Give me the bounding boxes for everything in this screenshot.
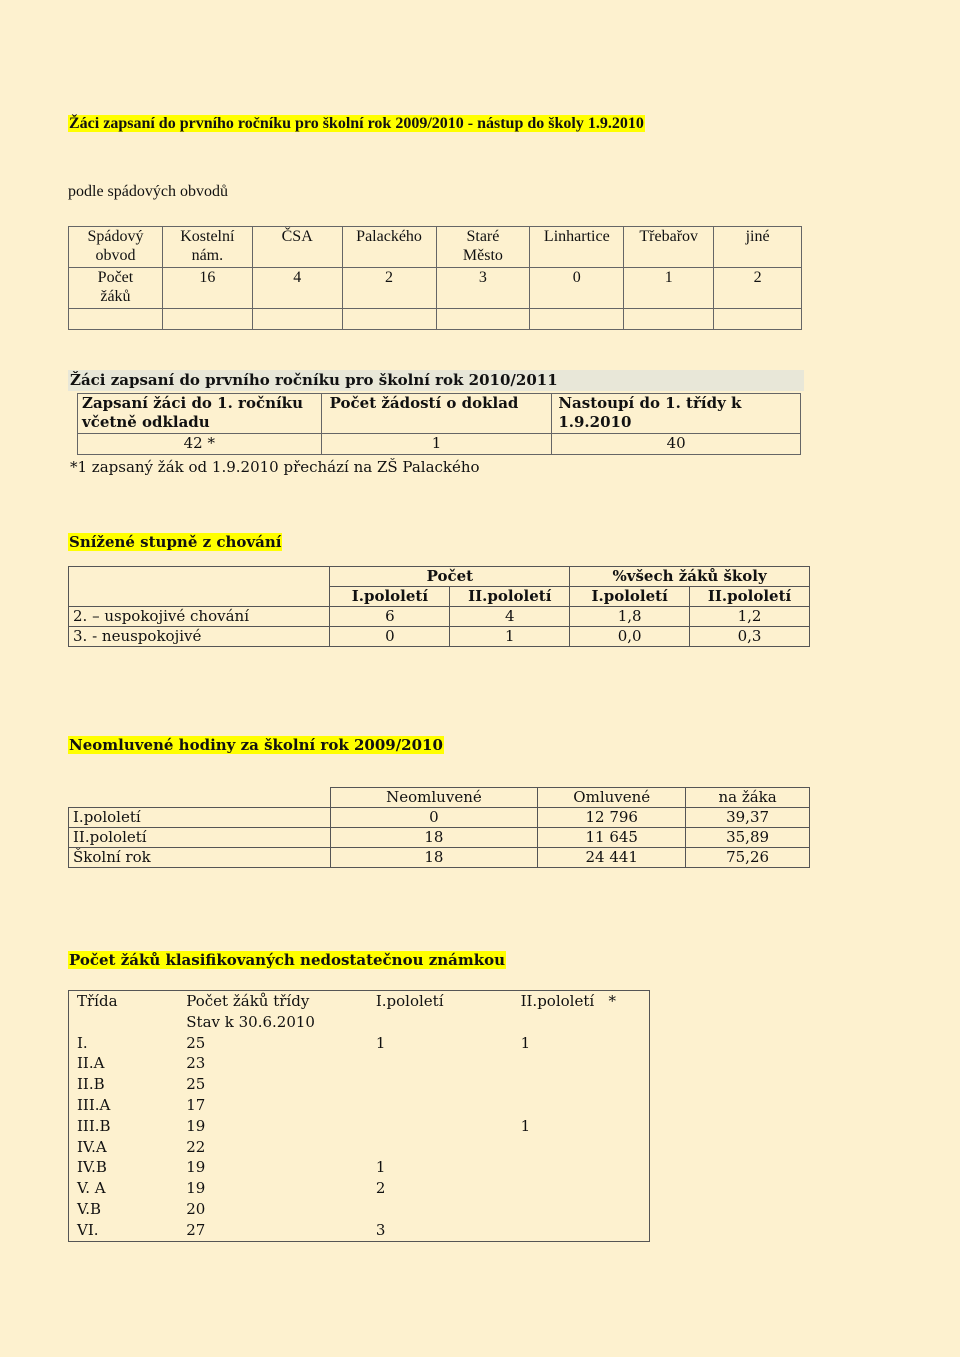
count-value: 2 xyxy=(714,268,802,309)
table-row: V.B 20 xyxy=(69,1199,650,1220)
subheader-term: I.pololetí xyxy=(330,587,450,607)
count-value: 16 xyxy=(162,268,252,309)
heading-behaviour: Snížené stupně z chování xyxy=(69,533,282,551)
table-row: Školní rok 18 24 441 75,26 xyxy=(69,848,810,868)
count-value: 2 xyxy=(342,268,436,309)
heading-enrolled-2010: Žáci zapsaní do prvního ročníku pro školní rok 2010/2011 xyxy=(68,370,804,391)
district-header-cell: Spádový obvod xyxy=(69,227,163,268)
header-deferral-requests: Počet žádostí o doklad xyxy=(321,394,552,434)
table-row: III.A 17 xyxy=(69,1095,650,1116)
count-value: 4 xyxy=(252,268,342,309)
districts-table xyxy=(68,226,802,330)
count-value: 3 xyxy=(436,268,530,309)
subheader-term: II.pololetí xyxy=(450,587,570,607)
deferral-value: 1 xyxy=(321,434,552,455)
behaviour-table xyxy=(68,566,810,647)
header-start-school: Nastoupí do 1. třídy k 1.9.2010 xyxy=(552,394,801,434)
subheader-term: I.pololetí xyxy=(570,587,690,607)
table-row: 3. - neuspokojivé 0 1 0,0 0,3 xyxy=(69,627,810,647)
district-csa: ČSA xyxy=(252,227,342,268)
district-palackeho: Palackého xyxy=(342,227,436,268)
enrolment-2010-table xyxy=(77,393,801,455)
subheader-term: II.pololetí xyxy=(690,587,810,607)
table-row: I. 25 1 1 xyxy=(69,1033,650,1054)
group-header-percent: %všech žáků školy xyxy=(570,567,810,587)
district-trebarov: Třebařov xyxy=(624,227,714,268)
start-value: 40 xyxy=(552,434,801,455)
district-stare-mesto: Staré Město xyxy=(436,227,530,268)
table-row: IV.A 22 xyxy=(69,1137,650,1158)
heading-unexcused-hours: Neomluvené hodiny za školní rok 2009/2010 xyxy=(69,736,443,754)
subheading-districts: podle spádových obvodů xyxy=(68,183,228,200)
district-kostelni: Kostelní nám. xyxy=(162,227,252,268)
heading-enrolled-2009: Žáci zapsaní do prvního ročníku pro školní rok 2009/2010 - nástup do školy 1.9.2010 xyxy=(69,115,644,132)
header-per-pupil: na žáka xyxy=(686,788,810,808)
table-row: V. A 19 2 xyxy=(69,1178,650,1199)
table-row: I.pololetí 0 12 796 39,37 xyxy=(69,808,810,828)
failing-grades-table xyxy=(68,990,650,1242)
table-row: III.B 19 1 xyxy=(69,1116,650,1137)
enrolled-value: 42 * xyxy=(78,434,322,455)
header-term2: II.pololetí * xyxy=(520,992,616,1010)
table-row: II.pololetí 18 11 645 35,89 xyxy=(69,828,810,848)
table-row: VI. 27 3 xyxy=(69,1220,650,1241)
heading-failing-grades: Počet žáků klasifikovaných nedostatečnou známkou xyxy=(69,951,506,969)
district-jine: jiné xyxy=(714,227,802,268)
header-unexcused: Neomluvené xyxy=(330,788,538,808)
absence-table xyxy=(68,787,810,868)
table-row: 2. – uspokojivé chování 6 4 1,8 1,2 xyxy=(69,607,810,627)
count-value: 0 xyxy=(530,268,624,309)
count-label-cell: Počet žáků xyxy=(69,268,163,309)
count-value: 1 xyxy=(624,268,714,309)
table-row: II.A 23 xyxy=(69,1053,650,1074)
header-excused: Omluvené xyxy=(538,788,686,808)
header-enrolled: Zapsaní žáci do 1. ročníku včetně odkladu xyxy=(78,394,322,434)
header-class: Třída xyxy=(69,991,179,1033)
table-row: II.B 25 xyxy=(69,1074,650,1095)
table-row: IV.B 19 1 xyxy=(69,1157,650,1178)
header-term1: I.pololetí xyxy=(375,992,444,1010)
header-class-size: Počet žáků třídy Stav k 30.6.2010 xyxy=(186,992,315,1031)
group-header-count: Počet xyxy=(330,567,570,587)
district-linhartice: Linhartice xyxy=(530,227,624,268)
enrolment-note: *1 zapsaný žák od 1.9.2010 přechází na ZŠ Palackého xyxy=(70,458,480,476)
